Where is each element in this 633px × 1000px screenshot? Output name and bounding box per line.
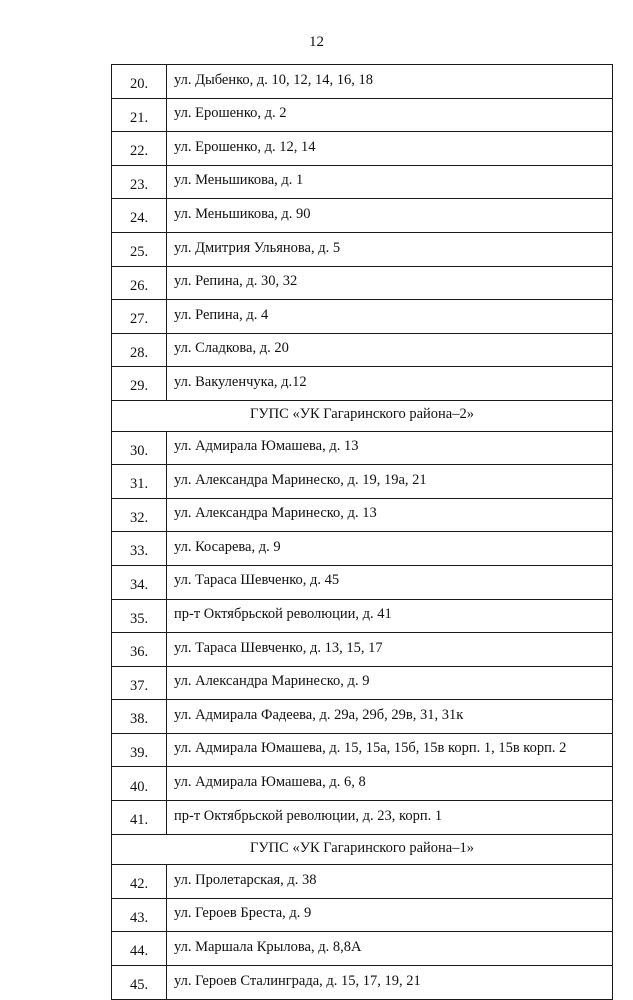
address-cell: пр-т Октябрьской революции, д. 41 [167,599,613,633]
address-cell: ул. Адмирала Фадеева, д. 29а, 29б, 29в, 31, 31к [167,700,613,734]
address-cell: ул. Тараса Шевченко, д. 45 [167,565,613,599]
row-number: 39. [112,733,167,767]
row-number: 31. [112,465,167,499]
section-title: ГУПС «УК Гагаринского района–1» [112,834,613,865]
table-row [112,700,613,734]
table-row [112,633,613,667]
row-number: 38. [112,700,167,734]
table-row [112,199,613,233]
section-title: ГУПС «УК Гагаринского района–2» [112,400,613,431]
section-header-row [112,400,613,431]
row-number: 23. [112,165,167,199]
address-cell: ул. Адмирала Юмашева, д. 6, 8 [167,767,613,801]
row-number: 33. [112,532,167,566]
address-cell: ул. Героев Бреста, д. 9 [167,898,613,932]
address-cell: ул. Тараса Шевченко, д. 13, 15, 17 [167,633,613,667]
table-row [112,65,613,99]
row-number: 45. [112,966,167,1000]
row-number: 41. [112,801,167,835]
table-row [112,98,613,132]
address-cell: ул. Дмитрия Ульянова, д. 5 [167,232,613,266]
address-cell: ул. Героев Сталинграда, д. 15, 17, 19, 21 [167,966,613,1000]
address-cell: ул. Меньшикова, д. 1 [167,165,613,199]
row-number: 21. [112,98,167,132]
address-cell: ул. Александра Маринеско, д. 19, 19а, 21 [167,465,613,499]
section-header-row [112,834,613,865]
row-number: 27. [112,300,167,334]
table-row [112,767,613,801]
table-row [112,733,613,767]
table-row [112,498,613,532]
table-row [112,966,613,1000]
address-cell: пр-т Октябрьской революции, д. 23, корп. 1 [167,801,613,835]
page-number: 12 [309,34,324,50]
address-table [111,64,613,1000]
row-number: 40. [112,767,167,801]
table-row [112,465,613,499]
table-row [112,932,613,966]
address-cell: ул. Дыбенко, д. 10, 12, 14, 16, 18 [167,65,613,99]
address-cell: ул. Адмирала Юмашева, д. 13 [167,431,613,465]
row-number: 43. [112,898,167,932]
row-number: 44. [112,932,167,966]
row-number: 35. [112,599,167,633]
row-number: 25. [112,232,167,266]
row-number: 20. [112,65,167,99]
address-cell: ул. Маршала Крылова, д. 8,8А [167,932,613,966]
table-row [112,565,613,599]
row-number: 22. [112,132,167,166]
address-cell: ул. Сладкова, д. 20 [167,333,613,367]
table-row [112,801,613,835]
row-number: 36. [112,633,167,667]
table-row [112,898,613,932]
row-number: 42. [112,865,167,899]
table-row [112,532,613,566]
address-cell: ул. Вакуленчука, д.12 [167,367,613,401]
address-table-body [112,65,613,1000]
table-row [112,431,613,465]
row-number: 32. [112,498,167,532]
row-number: 24. [112,199,167,233]
address-cell: ул. Ерошенко, д. 12, 14 [167,132,613,166]
address-cell: ул. Репина, д. 4 [167,300,613,334]
address-cell: ул. Меньшикова, д. 90 [167,199,613,233]
table-row [112,666,613,700]
table-row [112,865,613,899]
row-number: 29. [112,367,167,401]
row-number: 37. [112,666,167,700]
table-row [112,367,613,401]
address-cell: ул. Ерошенко, д. 2 [167,98,613,132]
table-row [112,333,613,367]
row-number: 28. [112,333,167,367]
table-row [112,132,613,166]
table-row [112,300,613,334]
row-number: 34. [112,565,167,599]
table-row [112,165,613,199]
address-cell: ул. Александра Маринеско, д. 9 [167,666,613,700]
row-number: 26. [112,266,167,300]
address-cell: ул. Александра Маринеско, д. 13 [167,498,613,532]
table-row [112,266,613,300]
row-number: 30. [112,431,167,465]
address-cell: ул. Пролетарская, д. 38 [167,865,613,899]
table-row [112,599,613,633]
table-row [112,232,613,266]
address-cell: ул. Адмирала Юмашева, д. 15, 15а, 15б, 15в корп. 1, 15в корп. 2 [167,733,613,767]
address-cell: ул. Репина, д. 30, 32 [167,266,613,300]
address-cell: ул. Косарева, д. 9 [167,532,613,566]
